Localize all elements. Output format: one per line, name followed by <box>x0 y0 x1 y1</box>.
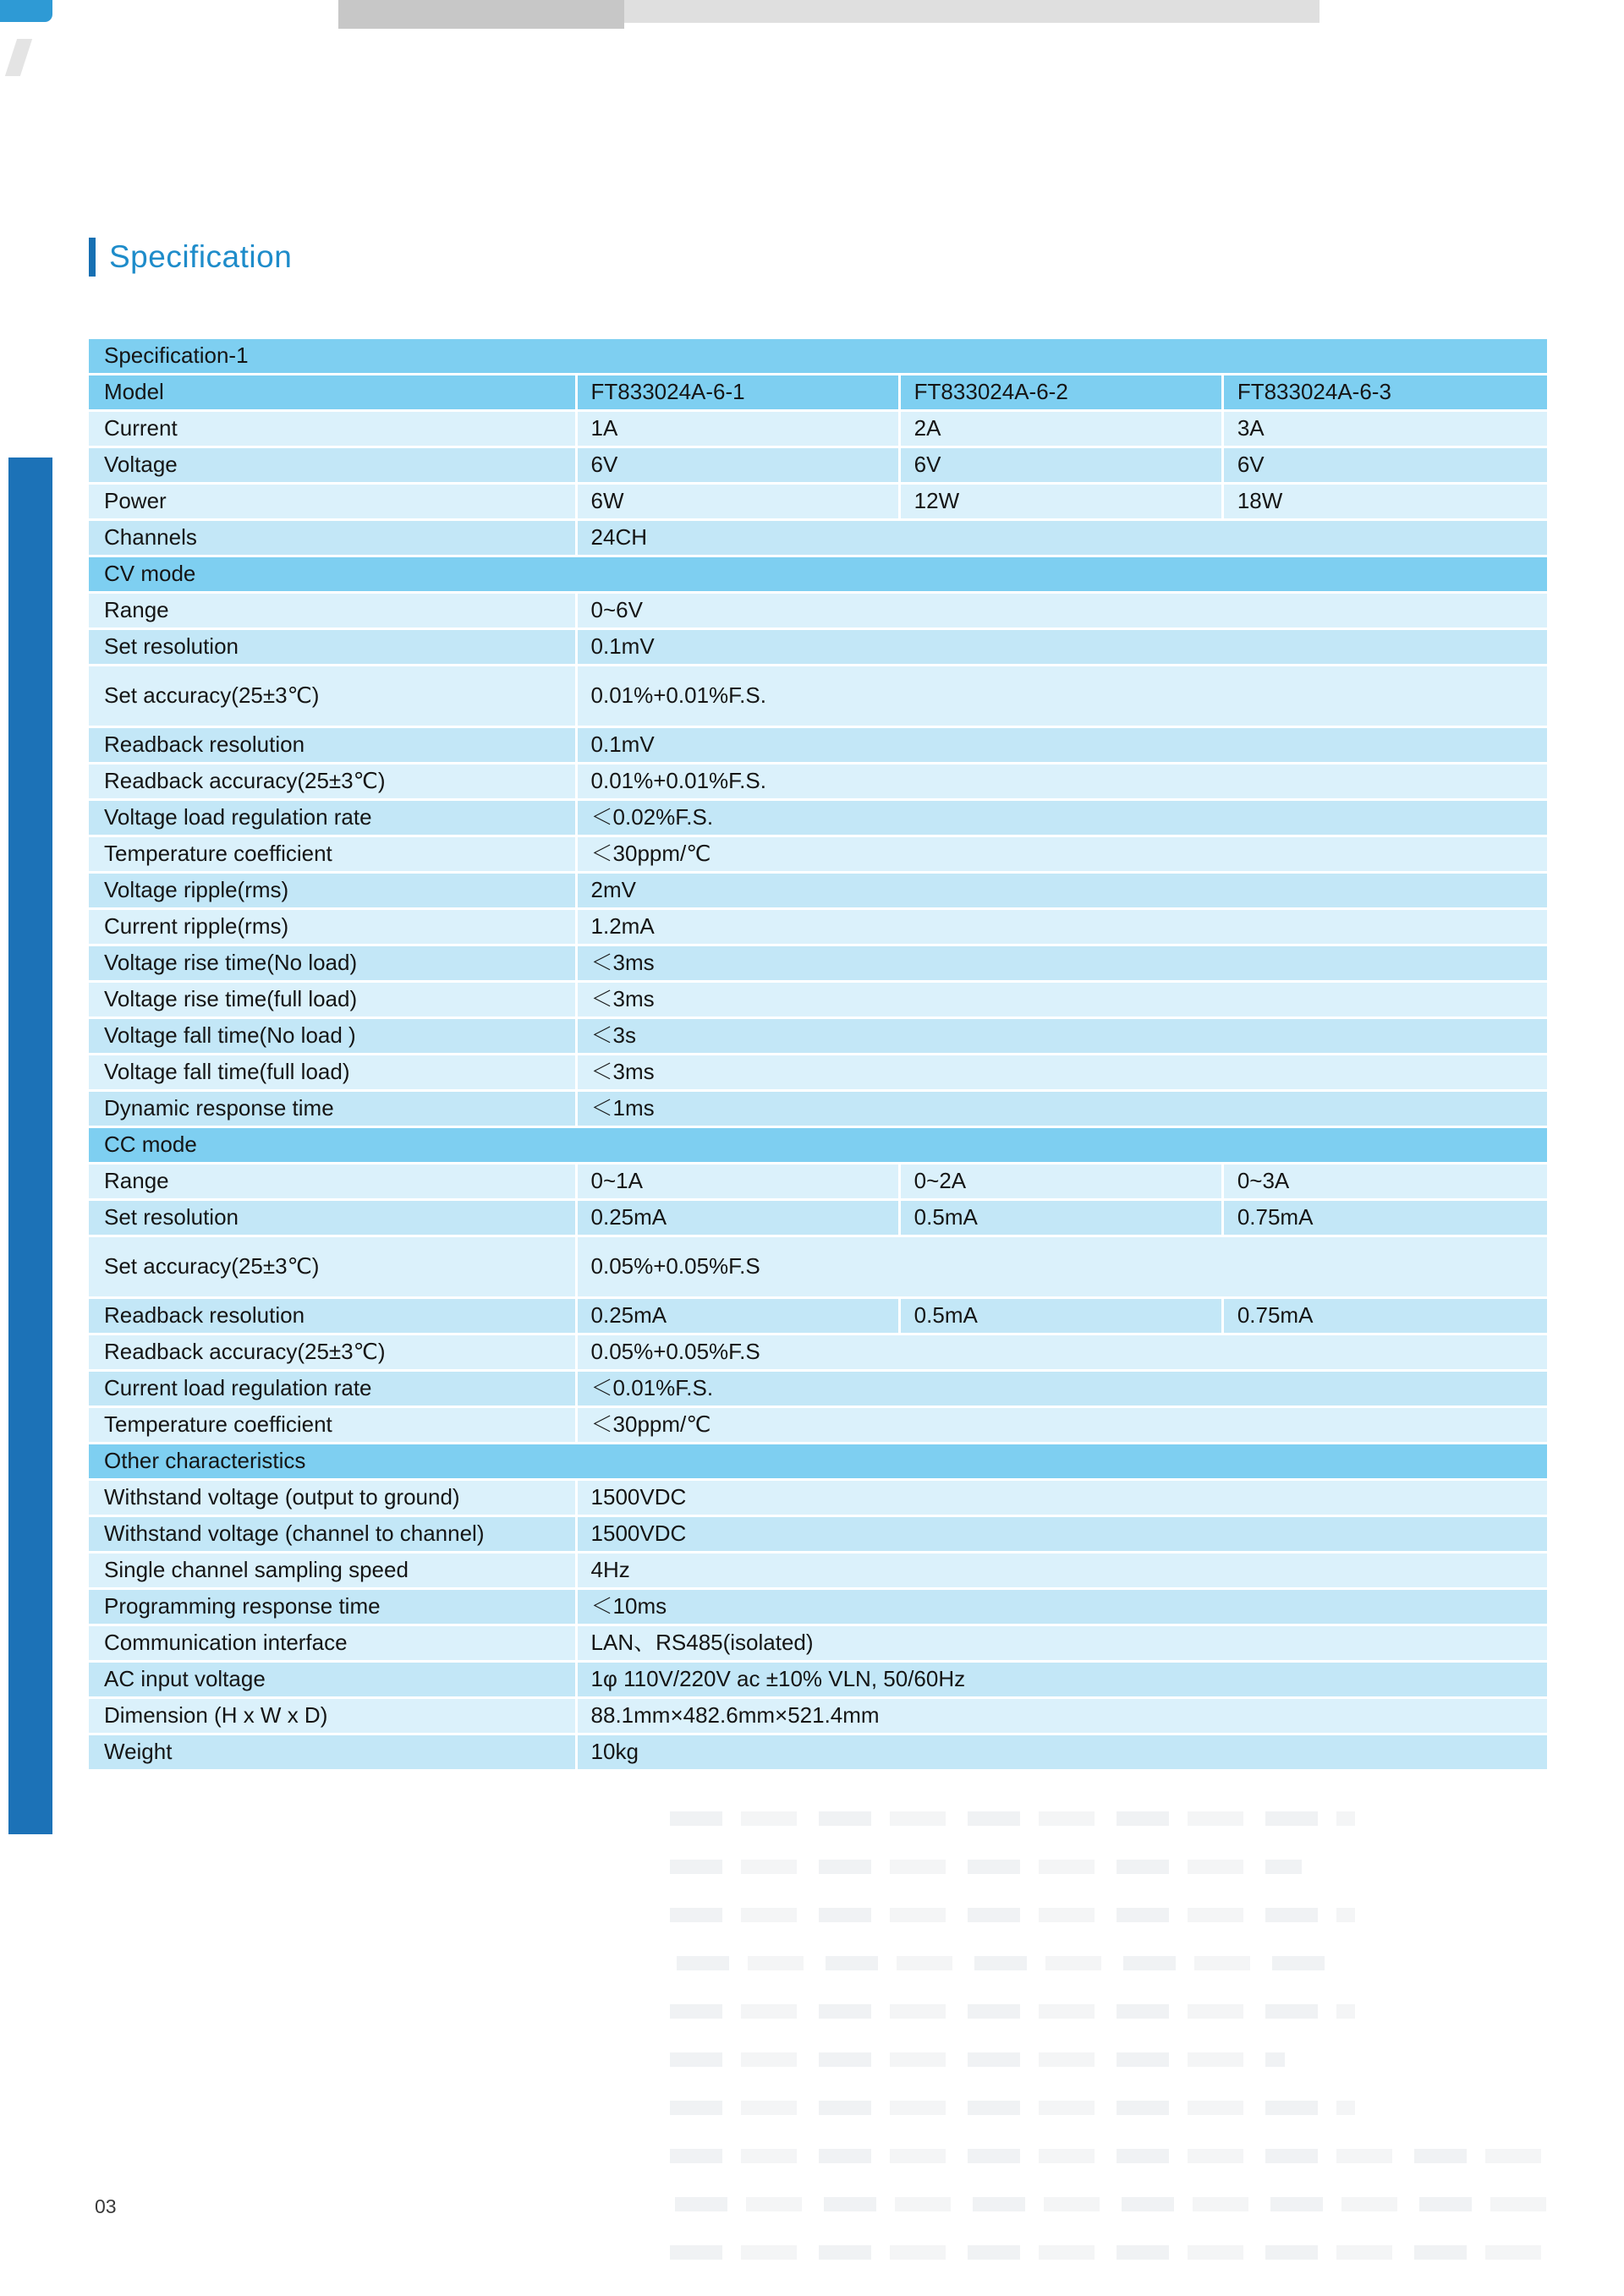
spec-row <box>89 1553 1547 1590</box>
spec-value: 0.01%+0.01%F.S. <box>590 682 766 709</box>
faint-background-text <box>670 1811 1548 2293</box>
spec-label: Withstand voltage (output to ground) <box>89 1481 578 1515</box>
spec-row <box>89 1164 1547 1201</box>
spec-row <box>89 1055 1547 1092</box>
page-heading <box>89 238 292 277</box>
spec-label: Dimension (H x W x D) <box>89 1699 578 1733</box>
spec-row <box>89 1408 1547 1444</box>
spec-value: 88.1mm×482.6mm×521.4mm <box>590 1702 880 1729</box>
spec-row <box>89 412 1547 448</box>
model-value: FT833024A-6-3 <box>1237 379 1391 405</box>
faint-text-line <box>670 2004 1355 2019</box>
spec-row <box>89 630 1547 666</box>
spec-value: 3A <box>1237 415 1265 441</box>
page-number: 03 <box>95 2195 117 2217</box>
spec-label: Weight <box>89 1735 578 1769</box>
model-header-row <box>89 375 1547 412</box>
spec-value: 6W <box>578 485 901 518</box>
spec-row <box>89 837 1547 874</box>
model-value: FT833024A-6-1 <box>578 375 901 409</box>
spec-label: Power <box>89 485 578 518</box>
spec-row <box>89 1699 1547 1735</box>
spec-label: Set accuracy(25±3℃) <box>89 1237 578 1296</box>
faint-text-line <box>670 1908 1355 1922</box>
spec-value: 6V <box>1237 452 1265 478</box>
spec-value: 1φ 110V/220V ac ±10% VLN, 50/60Hz <box>590 1666 966 1692</box>
spec-value: ＜0.02%F.S. <box>590 804 714 830</box>
spec-value: 0.25mA <box>578 1201 901 1235</box>
spec-value: 0.01%+0.01%F.S. <box>590 768 766 794</box>
spec-row <box>89 594 1547 630</box>
spec-value: 1500VDC <box>590 1484 687 1510</box>
section-label: CV mode <box>104 561 196 587</box>
section-header-row <box>89 557 1547 594</box>
spec-row <box>89 801 1547 837</box>
spec-label: Voltage fall time(full load) <box>89 1055 578 1089</box>
spec-value: 6V <box>901 448 1224 482</box>
spec-label: Channels <box>89 521 578 555</box>
header-redacted-strip <box>624 0 1320 23</box>
spec-value: 1.2mA <box>590 913 655 940</box>
spec-row <box>89 485 1547 521</box>
spec-row <box>89 1481 1547 1517</box>
spec-row <box>89 764 1547 801</box>
section-label: CC mode <box>104 1132 197 1158</box>
section-label: Other characteristics <box>104 1448 306 1474</box>
spec-row <box>89 1590 1547 1626</box>
spec-value: 0.25mA <box>578 1299 901 1333</box>
spec-label: Communication interface <box>89 1626 578 1660</box>
spec-value: 0~2A <box>901 1164 1224 1198</box>
spec-row <box>89 1517 1547 1553</box>
spec-label: Voltage rise time(No load) <box>89 946 578 980</box>
spec-label: Voltage rise time(full load) <box>89 983 578 1016</box>
spec-row <box>89 521 1547 557</box>
faint-text-line <box>670 2245 1548 2260</box>
spec-label: Voltage <box>89 448 578 482</box>
faint-text-line <box>677 1956 1336 1970</box>
spec-label: Voltage ripple(rms) <box>89 874 578 907</box>
model-label: Model <box>89 375 578 409</box>
spec-row <box>89 1372 1547 1408</box>
faint-text-line <box>670 1811 1355 1826</box>
spec-label: Set accuracy(25±3℃) <box>89 666 578 726</box>
spec-value: ＜3ms <box>590 1059 655 1085</box>
spec-row <box>89 983 1547 1019</box>
spec-row <box>89 874 1547 910</box>
spec-value: 0.5mA <box>901 1299 1224 1333</box>
spec-value: 2mV <box>590 877 636 903</box>
spec-label: Readback resolution <box>89 1299 578 1333</box>
model-value: FT833024A-6-2 <box>901 375 1224 409</box>
spec-value: 1A <box>578 412 901 446</box>
spec-row <box>89 946 1547 983</box>
spec-row <box>89 728 1547 764</box>
spec-value: 12W <box>901 485 1224 518</box>
spec-row <box>89 910 1547 946</box>
spec-label: Range <box>89 1164 578 1198</box>
spec-value: ＜10ms <box>590 1593 667 1619</box>
spec-label: Set resolution <box>89 630 578 664</box>
spec-value: 0~1A <box>578 1164 901 1198</box>
faint-corner-glyph <box>5 39 32 76</box>
spec-row <box>89 1626 1547 1663</box>
spec-value: 10kg <box>590 1739 639 1765</box>
spec-value: 2A <box>901 412 1224 446</box>
spec-value: 0.75mA <box>1237 1302 1314 1329</box>
spec-row <box>89 1335 1547 1372</box>
spec-label: Programming response time <box>89 1590 578 1624</box>
spec-value: 0~6V <box>590 597 643 623</box>
section-header-row <box>89 1444 1547 1481</box>
spec-value: 0.1mV <box>590 732 655 758</box>
spec-label: Set resolution <box>89 1201 578 1235</box>
spec-label: Readback resolution <box>89 728 578 762</box>
heading-accent-bar <box>89 238 96 277</box>
spec-value: ＜30ppm/℃ <box>590 841 711 867</box>
spec-value: LAN、RS485(isolated) <box>590 1630 814 1656</box>
spec-row <box>89 1735 1547 1772</box>
spec-value: ＜30ppm/℃ <box>590 1411 711 1438</box>
spec-row <box>89 1299 1547 1335</box>
spec-value: ＜1ms <box>590 1095 655 1121</box>
specification-table <box>89 339 1547 1772</box>
spec-label: Voltage fall time(No load ) <box>89 1019 578 1053</box>
spec-label: Readback accuracy(25±3℃) <box>89 764 578 798</box>
spec-label: Dynamic response time <box>89 1092 578 1126</box>
spec-label: Temperature coefficient <box>89 837 578 871</box>
spec-row <box>89 1201 1547 1237</box>
spec-label: Readback accuracy(25±3℃) <box>89 1335 578 1369</box>
spec-value: ＜0.01%F.S. <box>590 1375 714 1401</box>
spec-value: 18W <box>1237 488 1283 514</box>
faint-text-line <box>670 2052 1285 2067</box>
spec-value: ＜3ms <box>590 986 655 1012</box>
spec-row <box>89 1663 1547 1699</box>
corner-blue-decoration <box>0 0 52 22</box>
spec-value: 0.75mA <box>1237 1204 1314 1230</box>
faint-text-line <box>675 2197 1553 2211</box>
left-accent-bar <box>8 458 52 1834</box>
spec-label: Single channel sampling speed <box>89 1553 578 1587</box>
spec-label: Temperature coefficient <box>89 1408 578 1442</box>
spec-value: 6V <box>578 448 901 482</box>
spec-value: 0.05%+0.05%F.S <box>590 1339 760 1365</box>
spec-value: 0~3A <box>1237 1168 1290 1194</box>
spec-label: Current <box>89 412 578 446</box>
spec-row <box>89 1019 1547 1055</box>
header-redacted-block <box>338 0 624 29</box>
spec-label: AC input voltage <box>89 1663 578 1696</box>
spec-value: ＜3s <box>590 1022 636 1049</box>
spec-row <box>89 1092 1547 1128</box>
spec-value: 24CH <box>590 524 648 551</box>
spec-value: 0.05%+0.05%F.S <box>590 1253 760 1280</box>
spec-label: Current load regulation rate <box>89 1372 578 1406</box>
spec-row <box>89 448 1547 485</box>
faint-text-line <box>670 1860 1302 1874</box>
spec-value: 4Hz <box>590 1557 630 1583</box>
spec-value: ＜3ms <box>590 950 655 976</box>
spec-label: Range <box>89 594 578 627</box>
spec-label: Voltage load regulation rate <box>89 801 578 835</box>
table-title-row <box>89 339 1547 375</box>
faint-text-line <box>670 2149 1548 2163</box>
spec-row <box>89 666 1547 728</box>
spec-value: 0.1mV <box>590 633 655 660</box>
spec-label: Current ripple(rms) <box>89 910 578 944</box>
section-header-row <box>89 1128 1547 1164</box>
spec-value: 0.5mA <box>901 1201 1224 1235</box>
spec-row <box>89 1237 1547 1299</box>
page-title: Specification <box>109 239 293 274</box>
spec-label: Withstand voltage (channel to channel) <box>89 1517 578 1551</box>
section-label: Specification-1 <box>104 342 249 369</box>
spec-value: 1500VDC <box>590 1521 687 1547</box>
faint-text-line <box>670 2101 1355 2115</box>
